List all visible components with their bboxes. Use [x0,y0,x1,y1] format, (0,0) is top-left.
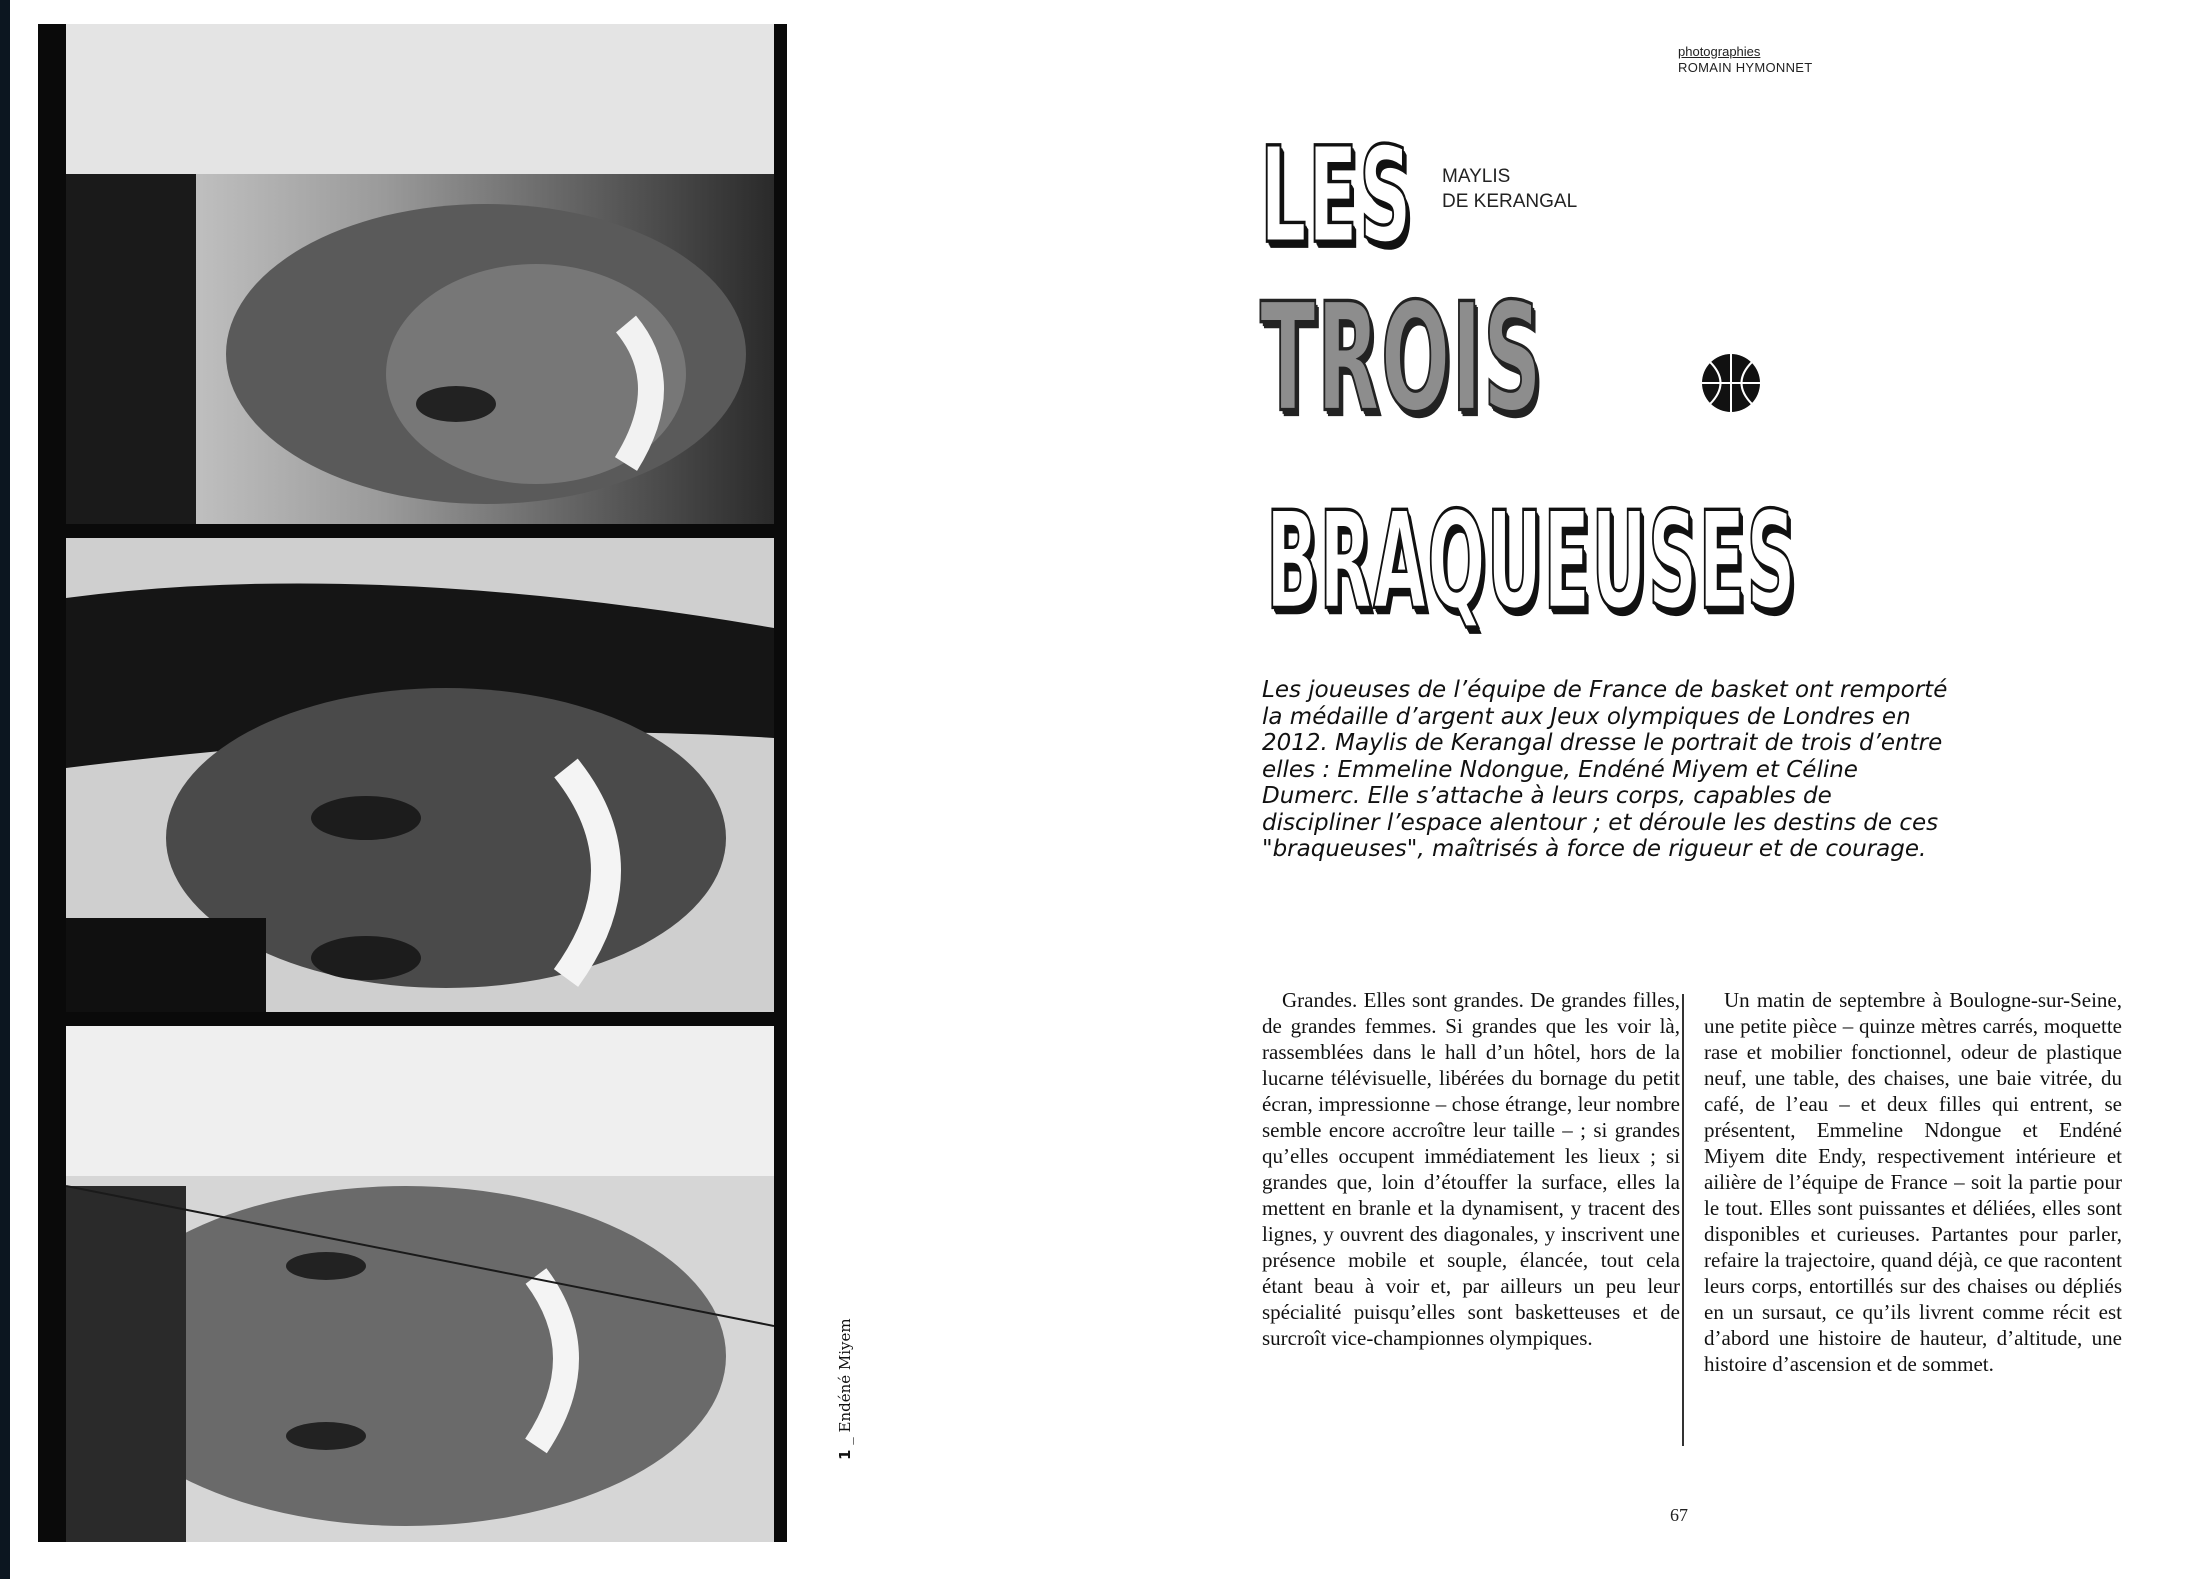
author-first-name: MAYLIS [1442,166,1511,187]
portrait-photo-2 [66,538,774,1012]
body-column-1 [1262,987,1680,1351]
portrait-photo-1 [66,24,774,524]
title-line-2: TROIS [1260,272,1543,446]
title-line-1: LES [1260,118,1414,273]
column-divider [1682,994,1684,1446]
body-paragraph-1: Grandes. Elles sont grandes. De grandes filles, de grandes femmes. Si grandes que les voir là, rassemblées dans le hall d’un hôtel, hors de la lucarne télévisuelle, libérées du bornage du petit écran, impressionne – chose étrange, leur nombre semble encore accroître leur taille – ; si grandes qu’elles occupent immédiatement les lieux ; si grandes que, loin d’étouffer la surface, elles la mettent en branle et la dynamisent, y tracent des lignes, y ouvrent des diagonales, y inscrivent une présence mobile et souple, élancée, tout cela étant beau à voir et, par ailleurs un peu leur spécialité puisqu’elles sont basketteuses et de surcroît vice-championnes olympiques. [1262,988,1680,1350]
title-line-3: BRAQUEUSES [1266,482,1797,640]
portrait-photo-3 [66,1026,774,1542]
page-number: 67 [1670,1505,1688,1525]
author-last-name: DE KERANGAL [1442,191,1578,212]
basketball-icon [1700,352,1762,414]
caption-text: Endéné Miyem [836,1318,854,1433]
caption-number: 1 [836,1449,854,1460]
photo-caption [836,1318,854,1460]
credit-name: ROMAIN HYMONNET [1678,60,1813,75]
photo-credit [1678,44,1813,76]
author-byline [1442,164,1577,214]
page-edge [0,0,10,1579]
article-lead: Les joueuses de l’équipe de France de basket ont remporté la médaille d’argent aux Jeux olympiques de Londres en 2012. Maylis de Kerangal dresse le portrait de trois d’entre elles : Emmeline Ndongue, Endéné Miyem et Céline Dumerc. Elle s’attache à leurs corps, capables de discipliner l’espace alentour ; et déroule les destins de ces "braqueuses", maîtrisés à force de rigueur et de courage. [1262,677,1948,862]
caption-separator: _ [836,1437,854,1445]
body-column-2 [1704,987,2122,1377]
body-paragraph-2: Un matin de septembre à Boulogne-sur-Seine, une petite pièce – quinze mètres carrés, moquette rase et mobilier fonctionnel, odeur de plastique neuf, une table, des chaises, une baie vitrée, du café, de l’eau – et deux filles qui entrent, se présentent, Emmeline Ndongue et Endéné Miyem dite Endy, respectivement intérieure et ailière de l’équipe de France – soit la partie pour le tout. Elles sont puissantes et déliées, elles sont disponibles et curieuses. Partantes pour parler, refaire la trajectoire, quand déjà, ce que racontent leurs corps, entortillés sur des chaises ou dépliés en un sursaut, ce qu’ils livrent comme récit est d’abord une histoire de hauteur, d’altitude, une histoire d’ascension et de sommet. [1704,988,2122,1376]
credit-label: photographies [1678,44,1761,59]
photo-strip [38,24,787,1542]
